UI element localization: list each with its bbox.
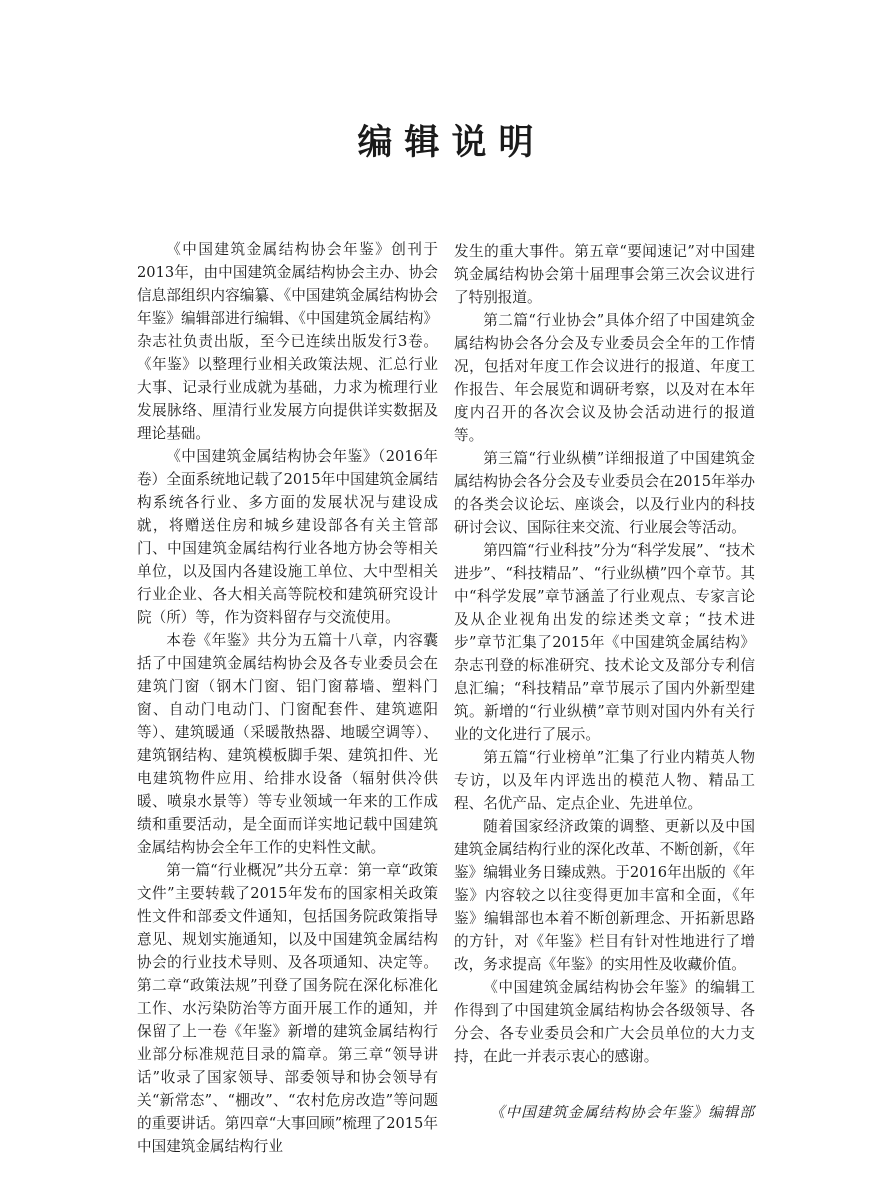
paragraph-part-three: 第三篇“行业纵横”详细报道了中国建筑金属结构协会各分会及专业委员会在2015年举办的各类会议论坛、座谈会，以及行业内的科技研讨会议、国际往来交流、行业展会等活动。 [454, 450, 755, 536]
editorial-signature: 《中国建筑金属结构协会年鉴》编辑部 [489, 1104, 755, 1121]
page-title: 编辑说明 [357, 123, 546, 163]
left-column [137, 238, 438, 1158]
paragraph-volume-structure: 本卷《年鉴》共分为五篇十八章，内容囊括了中国建筑金属结构协会及各专业委员会在建筑门窗（钢木门窗、铝门窗幕墙、塑料门窗、自动门电动门、门窗配套件、建筑遮阳等）、建筑暖通（采暖散热器、地暖空调等）、建筑钢结构、建筑模板脚手架、建筑扣件、光电建筑物件应用、给排水设备（辐射供冷供暖、喷泉水景等）等专业领域一年来的工作成绩和重要活动，是全面而详实地记载中国建筑金属结构协会全年工作的史料性文献。 [137, 632, 438, 856]
right-column [454, 240, 755, 1068]
paragraph-part-one-continued: 发生的重大事件。第五章“要闻速记”对中国建筑金属结构协会第十届理事会第三次会议进行了特别报道。 [454, 243, 755, 306]
paragraph-2016-volume: 《中国建筑金属结构协会年鉴》（2016年卷）全面系统地记载了2015年中国建筑金属结构系统各行业、多方面的发展状况与建设成就，将赠送住房和城乡建设部各有关主管部门、中国建筑金属结构行业各地方协会等相关单位，以及国内各建设施工单位、大中型相关行业企业、各大相关高等院校和建筑研究设计院（所）等，作为资料留存与交流使用。 [137, 448, 438, 626]
paragraph-part-two: 第二篇“行业协会”具体介绍了中国建筑金属结构协会各分会及专业委员会全年的工作情况，包括对年度工作会议进行的报道、年度工作报告、年会展览和调研考察，以及对在本年度内召开的各次会议及协会活动进行的报道等。 [454, 312, 755, 444]
paragraph-development: 随着国家经济政策的调整、更新以及中国建筑金属结构行业的深化改革、不断创新，《年鉴》编辑业务日臻成熟。于2016年出版的《年鉴》内容较之以往变得更加丰富和全面，《年鉴》编辑部也本着不断创新理念、开拓新思路的方针，对《年鉴》栏目有针对性地进行了增改，务求提高《年鉴》的实用性及收藏价值。 [454, 818, 755, 973]
paragraph-acknowledgement: 《中国建筑金属结构协会年鉴》的编辑工作得到了中国建筑金属结构协会各级领导、各分会、各专业委员会和广大会员单位的大力支持，在此一并表示衷心的感谢。 [454, 979, 755, 1065]
paragraph-part-one: 第一篇“行业概况”共分五章：第一章“政策文件”主要转载了2015年发布的国家相关政策性文件和部委文件通知，包括国务院政策指导意见、规划实施通知，以及中国建筑金属结构协会的行业技术导则、及各项通知、决定等。第二章“政策法规”刊登了国务院在深化标准化工作、水污染防治等方面开展工作的通知，并保留了上一卷《年鉴》新增的建筑金属结构行业部分标准规范目录的篇章。第三章“领导讲话”收录了国家领导、部委领导和协会领导有关“新常态”、“棚改”、“农村危房改造”等问题的重要讲话。第四章“大事回顾”梳理了2015年中国建筑金属结构行业 [137, 862, 438, 1155]
paragraph-intro: 《中国建筑金属结构协会年鉴》创刊于2013年，由中国建筑金属结构协会主办、协会信息部组织内容编纂、《中国建筑金属结构协会年鉴》编辑部进行编辑、《中国建筑金属结构》杂志社负责出版，至今已连续出版发行3卷。《年鉴》以整理行业相关政策法规、汇总行业大事、记录行业成就为基础，力求为梳理行业发展脉络、厘清行业发展方向提供详实数据及理论基础。 [137, 241, 438, 442]
paragraph-part-five: 第五篇“行业榜单”汇集了行业内精英人物专访，以及年内评选出的模范人物、精品工程、名优产品、定点企业、先进单位。 [454, 749, 755, 812]
paragraph-part-four: 第四篇“行业科技”分为“科学发展”、“技术进步”、“科技精品”、“行业纵横”四个章节。其中“科学发展”章节涵盖了行业观点、专家言论及从企业视角出发的综述类文章；“技术进步”章节汇集了2015年《中国建筑金属结构》杂志刊登的标准研究、技术论文及部分专利信息汇编；“科技精品”章节展示了国内外新型建筑。新增的“行业纵横”章节则对国内外有关行业的文化进行了展示。 [454, 542, 755, 743]
